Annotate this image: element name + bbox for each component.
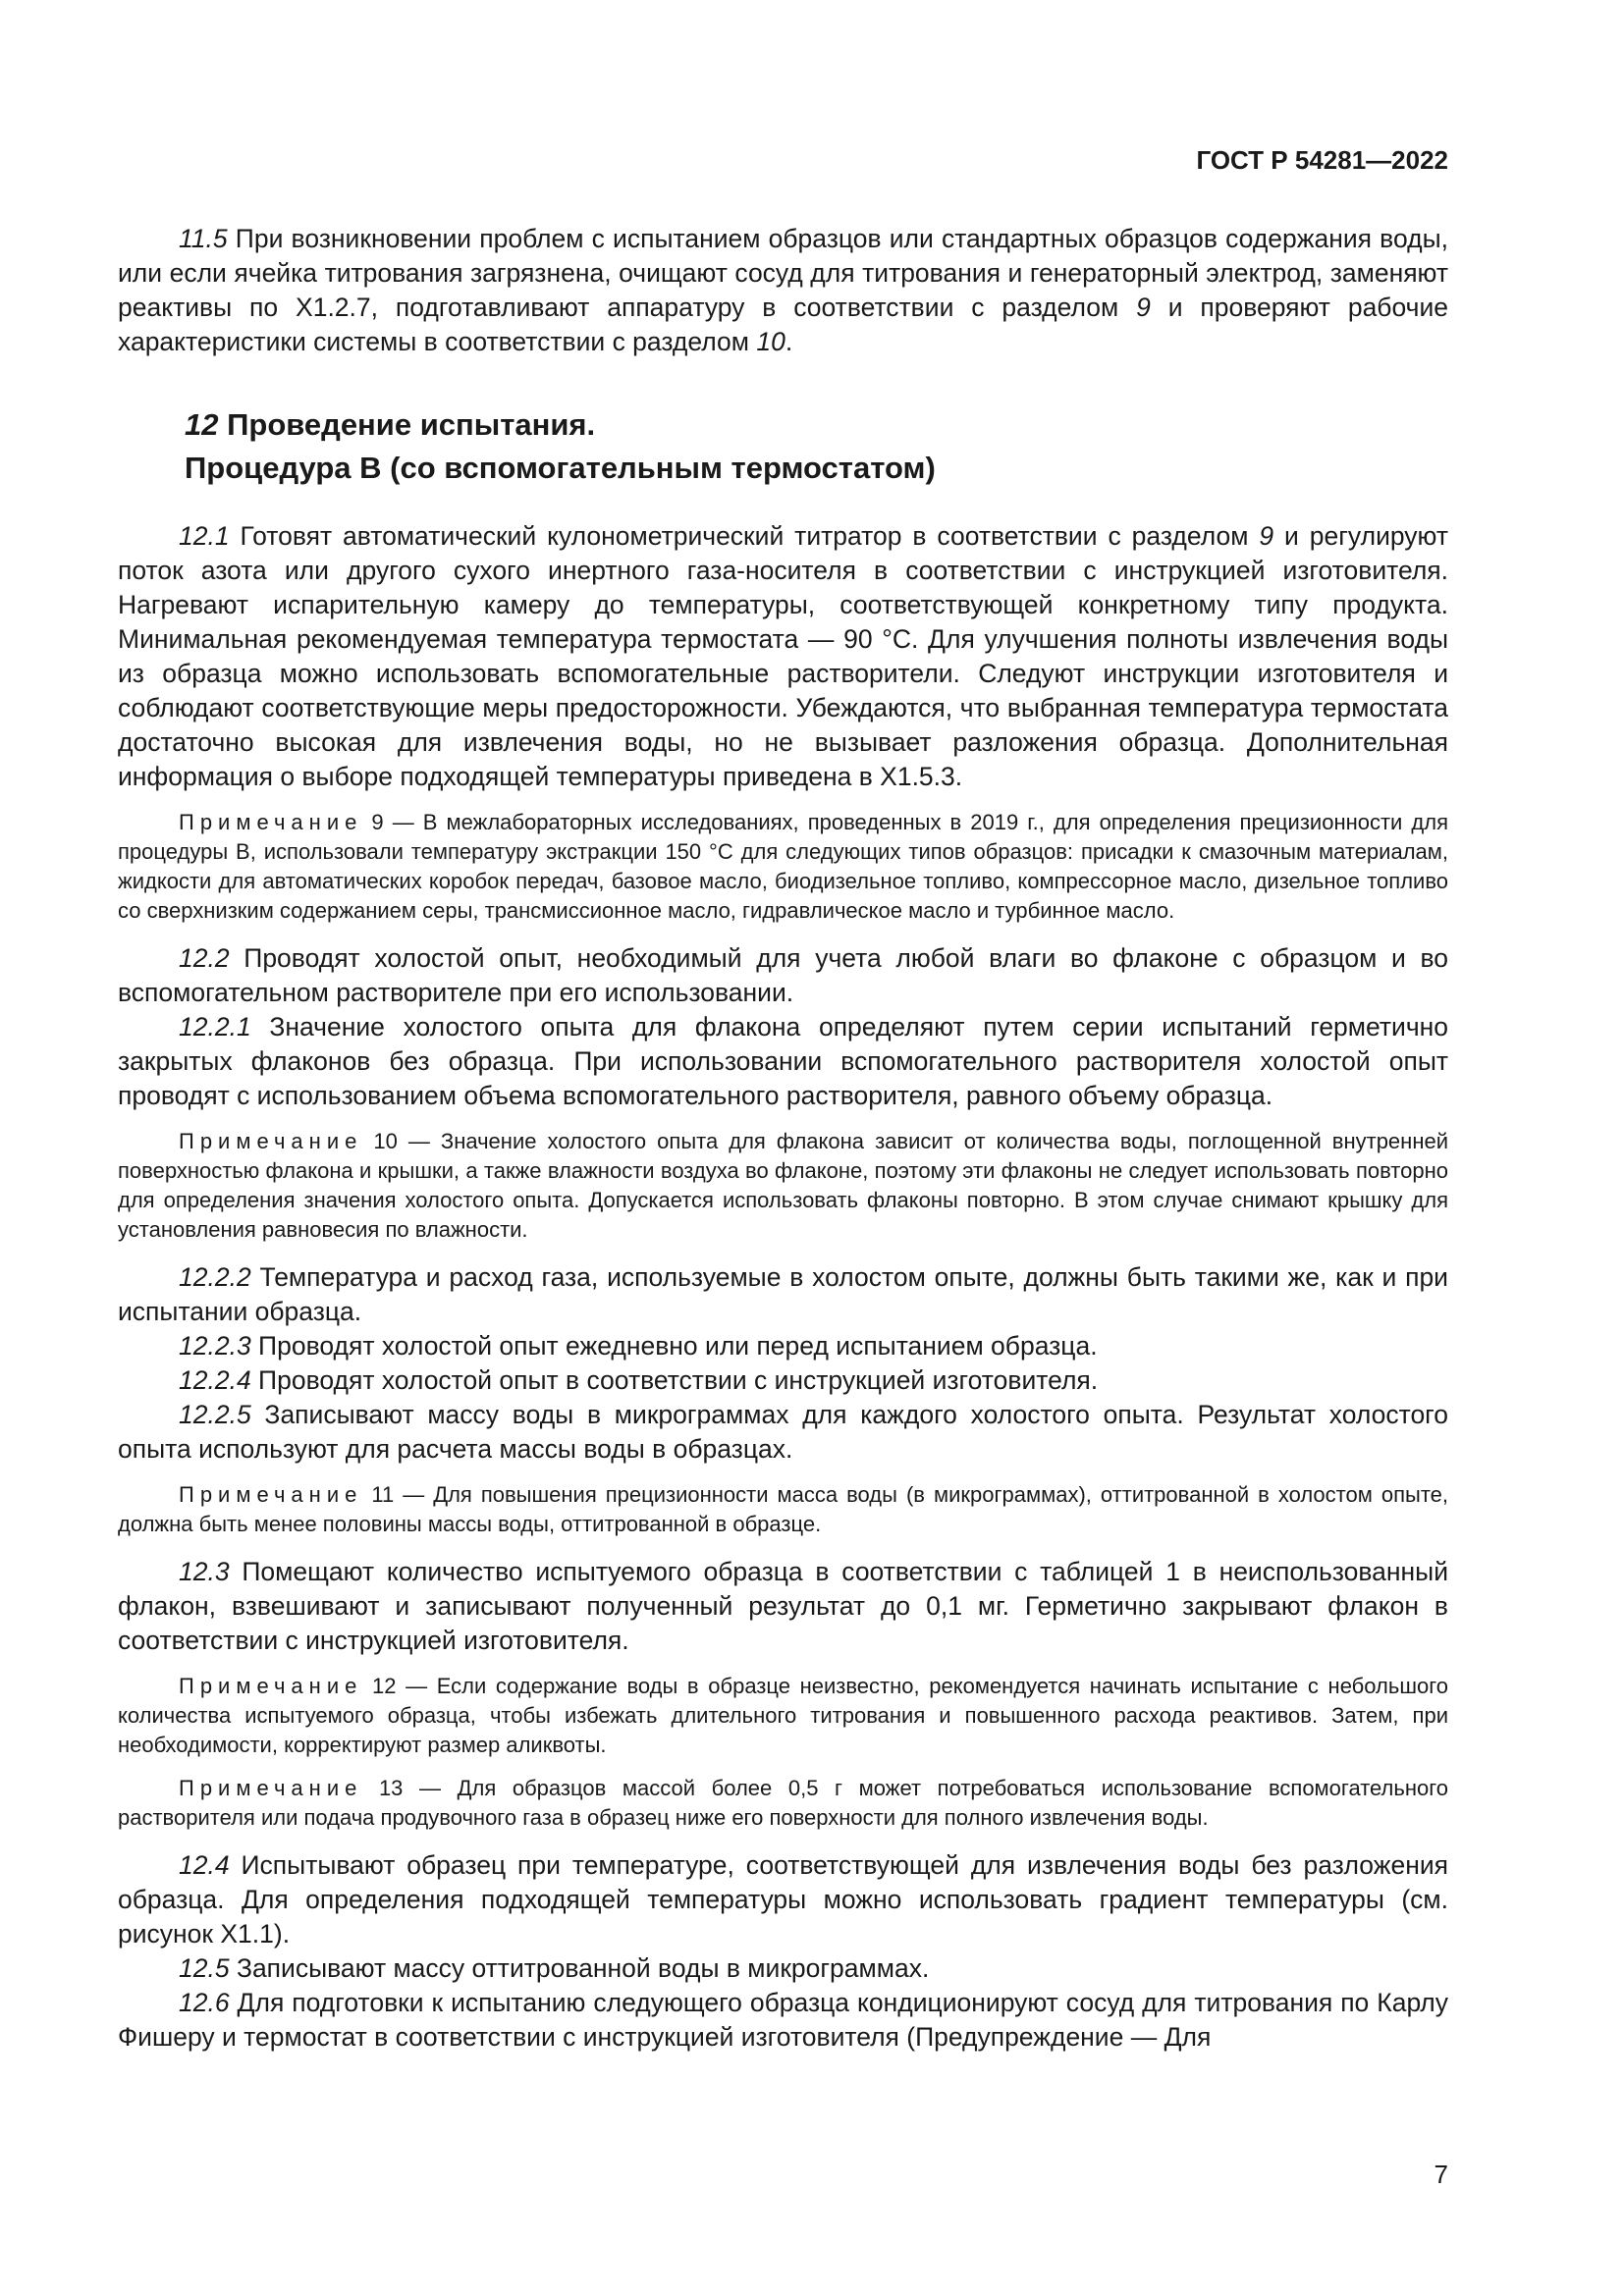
paragraph-12-3 bbox=[118, 1555, 1448, 1658]
note-12 bbox=[118, 1672, 1448, 1760]
clause-number: 11.5 bbox=[179, 224, 228, 253]
note-9 bbox=[118, 808, 1448, 926]
note-label: Примечание bbox=[179, 1482, 363, 1507]
paragraph-12-4 bbox=[118, 1848, 1448, 1951]
paragraph-12-5 bbox=[118, 1951, 1448, 1986]
paragraph-text: Записывают массу оттитрованной воды в микрограммах. bbox=[229, 1953, 930, 1983]
clause-number: 12.6 bbox=[179, 1988, 230, 2017]
section-12-heading bbox=[185, 403, 1448, 490]
clause-number: 12.2.5 bbox=[179, 1400, 251, 1429]
page-content bbox=[118, 222, 1448, 2055]
note-text: 10 — Значение холостого опыта для флакона зависит от количества воды, поглощенной внутренней поверхностью флакона и крышки, а также влажности воздуха во флаконе, поэтому эти флаконы не следует использовать повторно для определения значения холостого опыта. Допускается использовать флаконы повторно. В этом случае снимают крышку для установления равновесия по влажности. bbox=[118, 1129, 1448, 1242]
clause-number: 12.2.1 bbox=[179, 1012, 251, 1041]
note-label: Примечание bbox=[179, 1674, 363, 1698]
paragraph-text: Помещают количество испытуемого образца в соответствии с таблицей 1 в неиспользованный флакон, взвешивают и записывают полученный результат до 0,1 мг. Герметично закрывают флакон в соответствии с инструкцией изготовителя. bbox=[118, 1557, 1448, 1655]
paragraph-text: Проводят холостой опыт, необходимый для учета любой влаги во флаконе с образцом и во вспомогательном растворителе при его использовании. bbox=[118, 943, 1448, 1007]
clause-number: 12.3 bbox=[179, 1557, 230, 1586]
note-10 bbox=[118, 1127, 1448, 1245]
heading-title: Проведение испытания. bbox=[218, 407, 596, 442]
paragraph-text: Записывают массу воды в микрограммах для каждого холостого опыта. Результат холостого опыта используют для расчета массы воды в образцах. bbox=[118, 1400, 1448, 1464]
paragraph-12-2 bbox=[118, 941, 1448, 1010]
paragraph-text: и проверяют рабочие характеристики системы в соответствии с разделом bbox=[118, 293, 1448, 356]
clause-number: 12.2.4 bbox=[179, 1365, 251, 1395]
note-label: Примечание bbox=[179, 1129, 363, 1153]
paragraph-text: При возникновении проблем с испытанием образцов или стандартных образцов содержания воды, или если ячейка титрования загрязнена, очищают сосуд для титрования и генераторный электрод, заменяют реактивы по X1.2.7, подготавливают аппаратуру в соответствии с разделом bbox=[118, 224, 1448, 322]
paragraph-12-2-5 bbox=[118, 1398, 1448, 1467]
section-reference: 9 bbox=[1259, 521, 1274, 551]
paragraph-text: Проводят холостой опыт ежедневно или перед испытанием образца. bbox=[250, 1331, 1098, 1361]
paragraph-text: Готовят автоматический кулонометрический титратор в соответствии с разделом bbox=[229, 521, 1260, 551]
paragraph-text: Значение холостого опыта для флакона определяют путем серии испытаний герметично закрытых флаконов без образца. При использовании вспомогательного растворителя холостой опыт проводят с использованием объема вспомогательного растворителя, равного объему образца. bbox=[118, 1012, 1448, 1110]
paragraph-12-2-3 bbox=[118, 1329, 1448, 1363]
section-reference: 9 bbox=[1136, 293, 1151, 322]
clause-number: 12.5 bbox=[179, 1953, 230, 1983]
clause-number: 12.2 bbox=[179, 943, 230, 973]
paragraph-12-2-2 bbox=[118, 1260, 1448, 1329]
page-number: 7 bbox=[1434, 2160, 1448, 2189]
note-13 bbox=[118, 1774, 1448, 1833]
paragraph-text: Проводят холостой опыт в соответствии с инструкцией изготовителя. bbox=[250, 1365, 1099, 1395]
note-11 bbox=[118, 1480, 1448, 1539]
clause-number: 12.2.2 bbox=[179, 1262, 251, 1292]
note-label: Примечание bbox=[179, 1776, 363, 1800]
paragraph-12-1 bbox=[118, 519, 1448, 794]
clause-number: 12.1 bbox=[179, 521, 230, 551]
note-text: 12 — Если содержание воды в образце неизвестно, рекомендуется начинать испытание с небольшого количества испытуемого образца, чтобы избежать длительного титрования и повышенного расхода реактивов. Затем, при необходимости, корректируют размер аликвоты. bbox=[118, 1674, 1448, 1757]
note-text: 11 — Для повышения прецизионности масса воды (в микрограммах), оттитрованной в холостом опыте, должна быть менее половины массы воды, оттитрованной в образце. bbox=[118, 1482, 1448, 1536]
paragraph-text: Испытывают образец при температуре, соответствующей для извлечения воды без разложения образца. Для определения подходящей температуры можно использовать градиент температуры (см. рисунок X1.1). bbox=[118, 1850, 1448, 1949]
paragraph-text: . bbox=[785, 327, 793, 356]
standard-header: ГОСТ Р 54281—2022 bbox=[1196, 145, 1448, 175]
paragraph-12-6 bbox=[118, 1986, 1448, 2055]
note-text: 9 — В межлабораторных исследованиях, проведенных в 2019 г., для определения прецизионности для процедуры В, использовали температуру экстракции 150 °С для следующих типов образцов: присадки к смазочным материалам, жидкости для автоматических коробок передач, базовое масло, биодизельное топливо, компрессорное масло, дизельное топливо со сверхнизким содержанием серы, трансмиссионное масло, гидравлическое масло и турбинное масло. bbox=[118, 810, 1448, 923]
heading-line-2: Процедура В (со вспомогательным термостатом) bbox=[185, 451, 936, 485]
clause-number: 12.4 bbox=[179, 1850, 230, 1880]
note-text: 13 — Для образцов массой более 0,5 г может потребоваться использование вспомогательного растворителя или подача продувочного газа в образец ниже его поверхности для полного извлечения воды. bbox=[118, 1776, 1448, 1830]
paragraph-11-5 bbox=[118, 222, 1448, 359]
paragraph-text: Температура и расход газа, используемые в холостом опыте, должны быть такими же, как и при испытании образца. bbox=[118, 1262, 1448, 1326]
paragraph-text: Для подготовки к испытанию следующего образца кондиционируют сосуд для титрования по Карлу Фишеру и термостат в соответствии с инструкцией изготовителя (Предупреждение — Для bbox=[118, 1988, 1448, 2052]
paragraph-text: и регулируют поток азота или другого сухого инертного газа-носителя в соответствии с инструкцией изготовителя. Нагревают испарительную камеру до температуры, соответствующей конкретному типу продукта. Минимальная рекомендуемая температура термостата — 90 °С. Для улучшения полноты извлечения воды из образца можно использовать вспомогательные растворители. Следуют инструкции изготовителя и соблюдают соответствующие меры предосторожности. Убеждаются, что выбранная температура термостата достаточно высокая для извлечения воды, но не вызывает разложения образца. Дополнительная информация о выборе подходящей температуры приведена в X1.5.3. bbox=[118, 521, 1448, 791]
paragraph-12-2-4 bbox=[118, 1363, 1448, 1398]
section-number: 12 bbox=[185, 407, 219, 442]
paragraph-12-2-1 bbox=[118, 1010, 1448, 1113]
note-label: Примечание bbox=[179, 810, 363, 834]
clause-number: 12.2.3 bbox=[179, 1331, 251, 1361]
heading-line-1 bbox=[185, 403, 1448, 447]
section-reference: 10 bbox=[756, 327, 785, 356]
